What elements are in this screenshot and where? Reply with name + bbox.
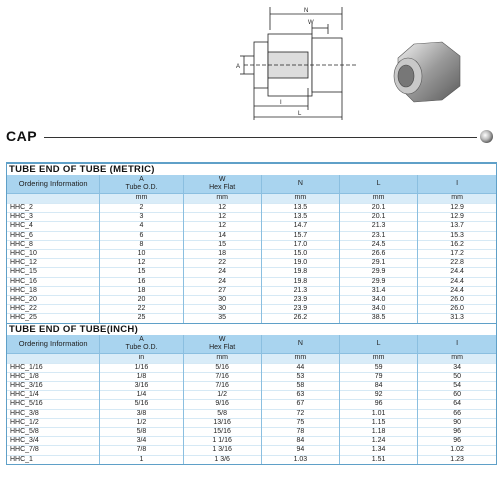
- ordering-code-cell: HHC_10: [7, 250, 100, 259]
- value-cell: 3: [100, 213, 183, 222]
- table-row: [7, 437, 496, 446]
- inch-col-n: N: [261, 335, 339, 354]
- value-cell: 30: [183, 305, 261, 314]
- dim-n-label: N: [304, 8, 309, 14]
- value-cell: 19.8: [261, 277, 339, 286]
- value-cell: 24.4: [418, 277, 496, 286]
- value-cell: 94: [261, 446, 339, 455]
- ordering-code-cell: HHC_1: [7, 455, 100, 464]
- table-row: [7, 455, 496, 464]
- value-cell: 22: [183, 259, 261, 268]
- value-cell: 54: [418, 382, 496, 391]
- value-cell: 67: [261, 400, 339, 409]
- value-cell: 60: [418, 391, 496, 400]
- value-cell: 75: [261, 418, 339, 427]
- inch-col-ordering: Ordering Information: [7, 335, 100, 354]
- value-cell: 22: [100, 305, 183, 314]
- table-row: [7, 250, 496, 259]
- table-row: [7, 231, 496, 240]
- value-cell: 19.8: [261, 268, 339, 277]
- inch-table-title: TUBE END OF TUBE(INCH): [7, 323, 496, 335]
- value-cell: 14.7: [261, 222, 339, 231]
- inch-unit: mm: [183, 353, 261, 363]
- value-cell: 18: [183, 250, 261, 259]
- value-cell: 25: [100, 314, 183, 323]
- inch-col-i: I: [418, 335, 496, 354]
- ordering-code-cell: HHC_20: [7, 296, 100, 305]
- value-cell: 12.9: [418, 213, 496, 222]
- value-cell: 53: [261, 372, 339, 381]
- value-cell: 12: [183, 222, 261, 231]
- table-row: [7, 428, 496, 437]
- value-cell: 78: [261, 428, 339, 437]
- value-cell: 1.34: [340, 446, 418, 455]
- value-cell: 15.7: [261, 231, 339, 240]
- table-row: [7, 286, 496, 295]
- inch-col-l: L: [340, 335, 418, 354]
- ordering-code-cell: HHC_1/4: [7, 391, 100, 400]
- ordering-code-cell: HHC_16: [7, 277, 100, 286]
- value-cell: 23.9: [261, 305, 339, 314]
- value-cell: 15/16: [183, 428, 261, 437]
- value-cell: 29.9: [340, 268, 418, 277]
- value-cell: 34.0: [340, 296, 418, 305]
- table-row: [7, 222, 496, 231]
- table-row: [7, 240, 496, 249]
- value-cell: 5/16: [100, 400, 183, 409]
- value-cell: 30: [183, 296, 261, 305]
- value-cell: 66: [418, 409, 496, 418]
- ordering-code-cell: HHC_12: [7, 259, 100, 268]
- inch-unit: mm: [340, 353, 418, 363]
- table-row: [7, 372, 496, 381]
- value-cell: 1: [100, 455, 183, 464]
- value-cell: 92: [340, 391, 418, 400]
- dim-i-label: I: [280, 100, 282, 106]
- value-cell: 1/2: [183, 391, 261, 400]
- table-row: [7, 259, 496, 268]
- spec-tables: [6, 162, 497, 465]
- table-row: [7, 446, 496, 455]
- value-cell: 31.3: [418, 314, 496, 323]
- value-cell: 3/16: [100, 382, 183, 391]
- inch-col-a: A Tube O.D.: [100, 335, 183, 354]
- inch-unit: mm: [261, 353, 339, 363]
- value-cell: 96: [418, 428, 496, 437]
- value-cell: 1.01: [340, 409, 418, 418]
- value-cell: 84: [340, 382, 418, 391]
- dim-w-label: W: [308, 20, 314, 26]
- heading-end-ornament: [480, 130, 493, 143]
- table-row: [7, 213, 496, 222]
- value-cell: 21.3: [340, 222, 418, 231]
- value-cell: 20.1: [340, 213, 418, 222]
- ordering-code-cell: HHC_3/16: [7, 382, 100, 391]
- value-cell: 1/4: [100, 391, 183, 400]
- value-cell: 15: [100, 268, 183, 277]
- value-cell: 1 3/16: [183, 446, 261, 455]
- value-cell: 44: [261, 363, 339, 372]
- value-cell: 31.4: [340, 286, 418, 295]
- value-cell: 10: [100, 250, 183, 259]
- ordering-code-cell: HHC_2: [7, 204, 100, 213]
- value-cell: 58: [261, 382, 339, 391]
- cap-product-photo: [384, 38, 470, 110]
- table-row: [7, 314, 496, 323]
- value-cell: 12: [183, 204, 261, 213]
- table-row: [7, 409, 496, 418]
- value-cell: 84: [261, 437, 339, 446]
- value-cell: 1.03: [261, 455, 339, 464]
- value-cell: 1/16: [100, 363, 183, 372]
- inch-unit: mm: [418, 353, 496, 363]
- value-cell: 20: [100, 296, 183, 305]
- dim-a-label: A: [236, 64, 241, 70]
- value-cell: 64: [418, 400, 496, 409]
- value-cell: 29.9: [340, 277, 418, 286]
- value-cell: 3/8: [100, 409, 183, 418]
- value-cell: 5/16: [183, 363, 261, 372]
- table-row: [7, 382, 496, 391]
- ordering-code-cell: HHC_3: [7, 213, 100, 222]
- table-row: [7, 418, 496, 427]
- value-cell: 24.4: [418, 286, 496, 295]
- value-cell: 5/8: [100, 428, 183, 437]
- value-cell: 96: [340, 400, 418, 409]
- value-cell: 1/8: [100, 372, 183, 381]
- value-cell: 19.0: [261, 259, 339, 268]
- value-cell: 16: [100, 277, 183, 286]
- table-row: [7, 400, 496, 409]
- value-cell: 20.1: [340, 204, 418, 213]
- metric-col-ordering: Ordering Information: [7, 175, 100, 194]
- ordering-code-cell: HHC_3/8: [7, 409, 100, 418]
- value-cell: 1 3/6: [183, 455, 261, 464]
- value-cell: 26.6: [340, 250, 418, 259]
- metric-unit: mm: [261, 194, 339, 204]
- dim-l-label: L: [298, 111, 302, 117]
- cap-technical-drawing: [224, 4, 364, 124]
- value-cell: 1 1/16: [183, 437, 261, 446]
- value-cell: 1.51: [340, 455, 418, 464]
- ordering-code-cell: HHC_7/8: [7, 446, 100, 455]
- value-cell: 38.5: [340, 314, 418, 323]
- value-cell: 23.1: [340, 231, 418, 240]
- value-cell: 3/4: [100, 437, 183, 446]
- value-cell: 26.0: [418, 305, 496, 314]
- value-cell: 16.2: [418, 240, 496, 249]
- value-cell: 13.7: [418, 222, 496, 231]
- inch-unit-blank: [7, 353, 100, 363]
- value-cell: 24: [183, 277, 261, 286]
- value-cell: 79: [340, 372, 418, 381]
- metric-table-title: TUBE END OF TUBE (METRIC): [7, 164, 496, 176]
- section-heading: CAP: [6, 128, 38, 144]
- ordering-code-cell: HHC_25: [7, 314, 100, 323]
- value-cell: 17.2: [418, 250, 496, 259]
- metric-col-l: L: [340, 175, 418, 194]
- value-cell: 2: [100, 204, 183, 213]
- value-cell: 90: [418, 418, 496, 427]
- value-cell: 9/16: [183, 400, 261, 409]
- ordering-code-cell: HHC_1/16: [7, 363, 100, 372]
- value-cell: 12: [100, 259, 183, 268]
- metric-unit: mm: [100, 194, 183, 204]
- value-cell: 15: [183, 240, 261, 249]
- value-cell: 63: [261, 391, 339, 400]
- value-cell: 26.0: [418, 296, 496, 305]
- value-cell: 21.3: [261, 286, 339, 295]
- inch-unit: in: [100, 353, 183, 363]
- ordering-code-cell: HHC_4: [7, 222, 100, 231]
- value-cell: 1.02: [418, 446, 496, 455]
- value-cell: 27: [183, 286, 261, 295]
- metric-unit: mm: [418, 194, 496, 204]
- value-cell: 96: [418, 437, 496, 446]
- value-cell: 18: [100, 286, 183, 295]
- value-cell: 8: [100, 240, 183, 249]
- value-cell: 7/8: [100, 446, 183, 455]
- table-row: [7, 363, 496, 372]
- value-cell: 34: [418, 363, 496, 372]
- metric-table: [7, 163, 496, 323]
- value-cell: 59: [340, 363, 418, 372]
- metric-col-n: N: [261, 175, 339, 194]
- value-cell: 13/16: [183, 418, 261, 427]
- table-row: [7, 268, 496, 277]
- value-cell: 24.5: [340, 240, 418, 249]
- value-cell: 7/16: [183, 372, 261, 381]
- table-row: [7, 204, 496, 213]
- value-cell: 14: [183, 231, 261, 240]
- value-cell: 24.4: [418, 268, 496, 277]
- metric-col-a: A Tube O.D.: [100, 175, 183, 194]
- table-row: [7, 391, 496, 400]
- value-cell: 23.9: [261, 296, 339, 305]
- value-cell: 1.15: [340, 418, 418, 427]
- value-cell: 72: [261, 409, 339, 418]
- value-cell: 34.0: [340, 305, 418, 314]
- ordering-code-cell: HHC_3/4: [7, 437, 100, 446]
- value-cell: 26.2: [261, 314, 339, 323]
- value-cell: 7/16: [183, 382, 261, 391]
- metric-unit-blank: [7, 194, 100, 204]
- value-cell: 4: [100, 222, 183, 231]
- heading-divider: [44, 137, 477, 138]
- ordering-code-cell: HHC_15: [7, 268, 100, 277]
- table-row: [7, 305, 496, 314]
- inch-col-w: W Hex Flat: [183, 335, 261, 354]
- value-cell: 1/2: [100, 418, 183, 427]
- value-cell: 13.5: [261, 213, 339, 222]
- ordering-code-cell: HHC_18: [7, 286, 100, 295]
- metric-unit: mm: [340, 194, 418, 204]
- inch-table: [7, 323, 496, 464]
- ordering-code-cell: HHC_1/2: [7, 418, 100, 427]
- value-cell: 1.18: [340, 428, 418, 437]
- ordering-code-cell: HHC_22: [7, 305, 100, 314]
- value-cell: 50: [418, 372, 496, 381]
- table-row: [7, 296, 496, 305]
- ordering-code-cell: HHC_5/16: [7, 400, 100, 409]
- value-cell: 24: [183, 268, 261, 277]
- value-cell: 22.8: [418, 259, 496, 268]
- ordering-code-cell: HHC_8: [7, 240, 100, 249]
- value-cell: 6: [100, 231, 183, 240]
- value-cell: 5/8: [183, 409, 261, 418]
- value-cell: 15.3: [418, 231, 496, 240]
- ordering-code-cell: HHC_5/8: [7, 428, 100, 437]
- ordering-code-cell: HHC_6: [7, 231, 100, 240]
- value-cell: 13.5: [261, 204, 339, 213]
- metric-col-i: I: [418, 175, 496, 194]
- value-cell: 12: [183, 213, 261, 222]
- metric-col-w: W Hex Flat: [183, 175, 261, 194]
- value-cell: 1.23: [418, 455, 496, 464]
- value-cell: 29.1: [340, 259, 418, 268]
- value-cell: 17.0: [261, 240, 339, 249]
- table-row: [7, 277, 496, 286]
- value-cell: 12.9: [418, 204, 496, 213]
- value-cell: 15.0: [261, 250, 339, 259]
- value-cell: 1.24: [340, 437, 418, 446]
- ordering-code-cell: HHC_1/8: [7, 372, 100, 381]
- value-cell: 35: [183, 314, 261, 323]
- metric-unit: mm: [183, 194, 261, 204]
